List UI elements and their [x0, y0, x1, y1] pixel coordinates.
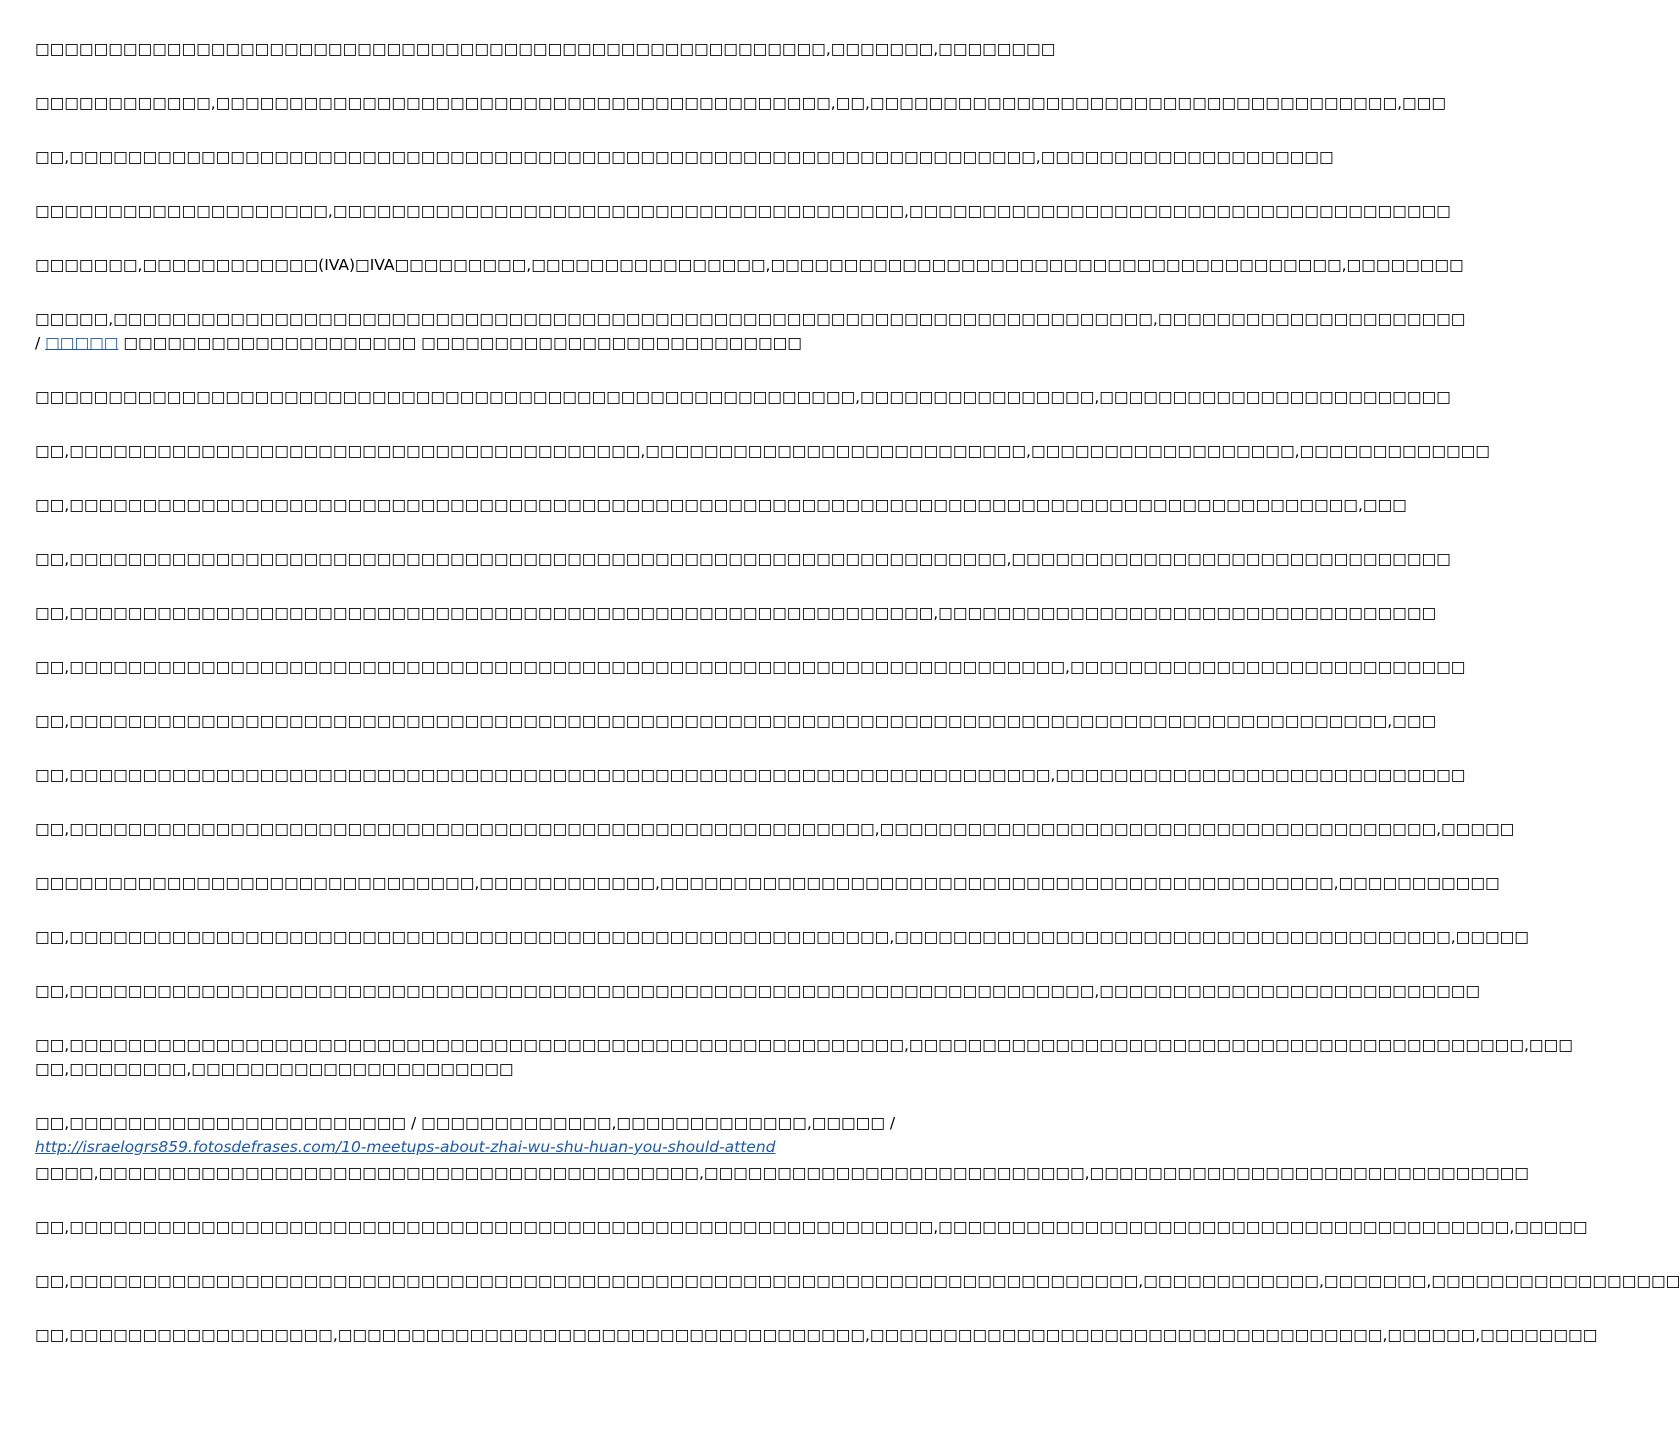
- paragraph-3: □□,□□□□□□□□□□□□□□□□□□□□□□□□□□□□□□□□□□□□□□□□□□□□□□□□□□□□□□□□□□□□□□□□□□,□□□□□□□□□□□□□□□□□□□□: [35, 148, 1334, 166]
- inline-link[interactable]: □□□□□: [45, 334, 119, 352]
- paragraph-14: □□,□□□□□□□□□□□□□□□□□□□□□□□□□□□□□□□□□□□□□□□□□□□□□□□□□□□□□□□□□□□□□□□□□□□,□□□□□□□□□□□□□□□□□□□□□□□□□□□□: [35, 766, 1466, 784]
- paragraph-5: □□□□□□□,□□□□□□□□□□□□(IVA)□IVA□□□□□□□□□,□□□□□□□□□□□□□□□□,□□□□□□□□□□□□□□□□□□□□□□□□□□□□□□□□□□□□□□□,□□□□□□□□: [35, 256, 1464, 274]
- external-url-link[interactable]: http://israelogrs859.fotosdefrases.com/10-meetups-about-zhai-wu-shu-huan-you-should-attend: [35, 1138, 776, 1156]
- paragraph-6-line-2: [35, 331, 990, 355]
- paragraph-19-line-1: □□,□□□□□□□□□□□□□□□□□□□□□□□□□□□□□□□□□□□□□□□□□□□□□□□□□□□□□□□□□,□□□□□□□□□□□□□□□□□□□□□□□□□□□□□□□□□□□□□□□□□□,□□□: [35, 1036, 1573, 1054]
- paragraph-6-line-1: □□□□□,□□□□□□□□□□□□□□□□□□□□□□□□□□□□□□□□□□□□□□□□□□□□□□□□□□□□□□□□□□□□□□□□□□□□□□□,□□□□□□□□□□□□□□□□□□□□□: [35, 310, 1466, 328]
- paragraph-6-prefix: /: [35, 334, 46, 352]
- paragraph-15: □□,□□□□□□□□□□□□□□□□□□□□□□□□□□□□□□□□□□□□□□□□□□□□□□□□□□□□□□□,□□□□□□□□□□□□□□□□□□□□□□□□□□□□□□□□□□□□□□,□□□□□: [35, 820, 1515, 838]
- paragraph-16: □□□□□□□□□□□□□□□□□□□□□□□□□□□□□□,□□□□□□□□□□□□,□□□□□□□□□□□□□□□□□□□□□□□□□□□□□□□□□□□□□□□□□□□□□□,□□□□□□□□□□□: [35, 874, 1500, 892]
- paragraph-10: □□,□□□□□□□□□□□□□□□□□□□□□□□□□□□□□□□□□□□□□□□□□□□□□□□□□□□□□□□□□□□□□□□□,□□□□□□□□□□□□□□□□□□□□□□□□□□□□□□: [35, 550, 1451, 568]
- paragraph-20-text: □□,□□□□□□□□□□□□□□□□□□□□□□□ / □□□□□□□□□□□□□,□□□□□□□□□□□□□,□□□□□ /: [35, 1114, 896, 1132]
- paragraph-18: □□,□□□□□□□□□□□□□□□□□□□□□□□□□□□□□□□□□□□□□□□□□□□□□□□□□□□□□□□□□□□□□□□□□□□□□□,□□□□□□□□□□□□□□□□□□□□□□□□□□: [35, 982, 1481, 1000]
- paragraph-24: □□,□□□□□□□□□□□□□□□□□□,□□□□□□□□□□□□□□□□□□□□□□□□□□□□□□□□□□□□,□□□□□□□□□□□□□□□□□□□□□□□□□□□□□□□□□□□,□□□□□□,□□□□□□□□: [35, 1326, 1598, 1344]
- paragraph-19: [35, 1033, 1573, 1081]
- paragraph-7: □□□□□□□□□□□□□□□□□□□□□□□□□□□□□□□□□□□□□□□□□□□□□□□□□□□□□□□□,□□□□□□□□□□□□□□□□,□□□□□□□□□□□□□□□□□□□□□□□□: [35, 388, 1451, 406]
- paragraph-4: □□□□□□□□□□□□□□□□□□□□,□□□□□□□□□□□□□□□□□□□□□□□□□□□□□□□□□□□□□□□,□□□□□□□□□□□□□□□□□□□□□□□□□□□□□□□□□□□□□: [35, 202, 1451, 220]
- paragraph-2: □□□□□□□□□□□□,□□□□□□□□□□□□□□□□□□□□□□□□□□□□□□□□□□□□□□□□□□,□□,□□□□□□□□□□□□□□□□□□□□□□□□□□□□□□□□□□□□,□□□: [35, 94, 1446, 112]
- paragraph-12: □□,□□□□□□□□□□□□□□□□□□□□□□□□□□□□□□□□□□□□□□□□□□□□□□□□□□□□□□□□□□□□□□□□□□□□,□□□□□□□□□□□□□□□□□□□□□□□□□□□: [35, 658, 1466, 676]
- paragraph-13: □□,□□□□□□□□□□□□□□□□□□□□□□□□□□□□□□□□□□□□□□□□□□□□□□□□□□□□□□□□□□□□□□□□□□□□□□□□□□□□□□□□□□□□□□□□□□,□□□: [35, 712, 1437, 730]
- paragraph-17: □□,□□□□□□□□□□□□□□□□□□□□□□□□□□□□□□□□□□□□□□□□□□□□□□□□□□□□□□□□,□□□□□□□□□□□□□□□□□□□□□□□□□□□□□□□□□□□□□□,□□□□□: [35, 928, 1529, 946]
- paragraph-19-line-2: □□,□□□□□□□□,□□□□□□□□□□□□□□□□□□□□□□: [35, 1060, 514, 1078]
- paragraph-1: □□□□□□□□□□□□□□□□□□□□□□□□□□□□□□□□□□□□□□□□□□□□□□□□□□□□□□,□□□□□□□,□□□□□□□□: [35, 40, 1056, 58]
- paragraph-6-suffix: □□□□□□□□□□□□□□□□□□□□ □□□□□□□□□□□□□□□□□□□□□□□□□□: [118, 334, 802, 352]
- paragraph-23: □□,□□□□□□□□□□□□□□□□□□□□□□□□□□□□□□□□□□□□□□□□□□□□□□□□□□□□□□□□□□□□□□□□□□□□□□□□□,□□□□□□□□□□□□,□□□□□□□,□□□□□□□□□□□□□□□□□: [35, 1272, 1680, 1290]
- paragraph-8: □□,□□□□□□□□□□□□□□□□□□□□□□□□□□□□□□□□□□□□□□□,□□□□□□□□□□□□□□□□□□□□□□□□□□,□□□□□□□□□□□□□□□□□□,□□□□□□□□□□□□□: [35, 442, 1490, 460]
- document-body: [35, 37, 1680, 1377]
- paragraph-9: □□,□□□□□□□□□□□□□□□□□□□□□□□□□□□□□□□□□□□□□□□□□□□□□□□□□□□□□□□□□□□□□□□□□□□□□□□□□□□□□□□□□□□□□□□□,□□□: [35, 496, 1407, 514]
- paragraph-11: □□,□□□□□□□□□□□□□□□□□□□□□□□□□□□□□□□□□□□□□□□□□□□□□□□□□□□□□□□□□□□,□□□□□□□□□□□□□□□□□□□□□□□□□□□□□□□□□□: [35, 604, 1437, 622]
- paragraph-21: □□□□,□□□□□□□□□□□□□□□□□□□□□□□□□□□□□□□□□□□□□□□□□,□□□□□□□□□□□□□□□□□□□□□□□□□□,□□□□□□□□□□□□□□□□□□□□□□□□□□□□□□: [35, 1164, 1529, 1182]
- paragraph-20: [35, 1111, 990, 1159]
- paragraph-22: □□,□□□□□□□□□□□□□□□□□□□□□□□□□□□□□□□□□□□□□□□□□□□□□□□□□□□□□□□□□□□,□□□□□□□□□□□□□□□□□□□□□□□□□□□□□□□□□□□□□□□,□□□□□: [35, 1218, 1588, 1236]
- paragraph-6: [35, 307, 1466, 355]
